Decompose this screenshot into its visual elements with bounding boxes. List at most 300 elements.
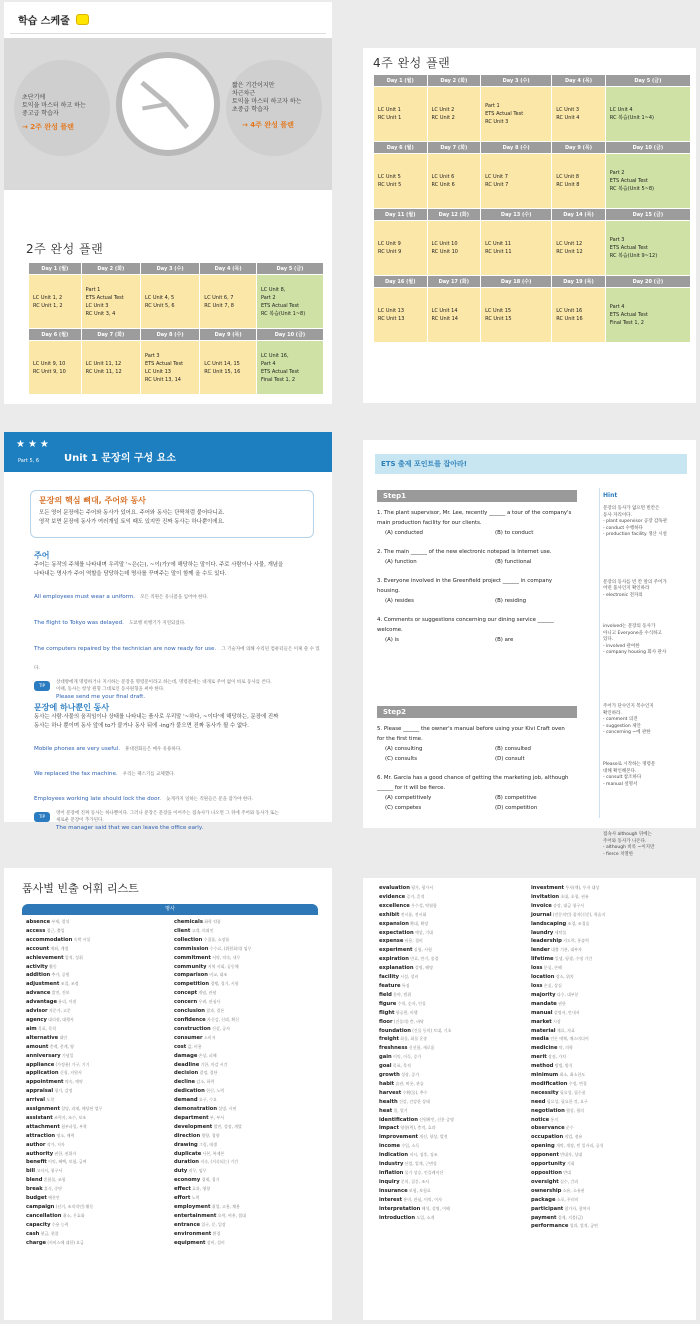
vocab-entry [379, 1062, 529, 1071]
noun-tab [22, 904, 318, 915]
day-header: Day 3 (수) [140, 263, 199, 275]
vocab-entry [26, 963, 166, 972]
vocab-word: habit [379, 1080, 395, 1087]
vocab-entry [26, 1239, 166, 1248]
vocab-meaning: 수치, 숫자, 인물 [396, 1000, 426, 1006]
vocab-word: loss [531, 965, 543, 972]
vocab-entry [174, 1221, 314, 1230]
vocab-meaning: 반대자, 상대 [558, 1152, 583, 1158]
vocab-word: feature [379, 982, 401, 989]
plan-cell-line: RC Unit 9, 10 [33, 368, 66, 375]
vocab-entry [26, 1221, 166, 1230]
vocab-word: direction [174, 1132, 201, 1139]
vocab-entry [531, 946, 681, 955]
vocab-entry [26, 1167, 166, 1176]
question-text: main production facility for our clients. [377, 520, 482, 526]
choice-option: (A) consulting [385, 746, 423, 752]
vocab-meaning: 개막, 개장, 빈 일자리, 공석 [554, 1143, 604, 1149]
vocab-word: duty [174, 1168, 188, 1175]
vocab-entry [174, 1194, 314, 1203]
vocab-entry [174, 918, 314, 927]
vocab-entry [26, 1203, 166, 1212]
day-header: Day 1 (월) [29, 263, 82, 275]
vocab-word: capacity [26, 1221, 51, 1228]
vocab-word: appointment [26, 1079, 64, 1086]
vocab-word: collection [174, 936, 203, 943]
vocab-word: payment [531, 1214, 557, 1221]
vocab-meaning: (선거, 조직적인) 활동 [54, 1204, 94, 1209]
vocab-entry [531, 982, 681, 991]
unit1-page [4, 432, 332, 831]
vocab-meaning: 반대 [561, 1170, 571, 1175]
plan-cell-line: ETS Actual Test [260, 368, 300, 375]
question-text: 5. Please ______ the owner's manual before using your Kivi Craft oven [377, 726, 565, 732]
vocab-word: inquiry [379, 1178, 400, 1185]
example-sentence: The flight to Tokyo was delayed. [34, 620, 124, 626]
vocab-meaning: 직무, 임무 [187, 1168, 207, 1174]
vocab-word: author [26, 1141, 46, 1148]
vocab-entry [26, 1034, 166, 1043]
vocab-meaning: (건물의) 층, 바닥 [392, 1018, 424, 1024]
plan-cell-line: ETS Actual Test [260, 302, 300, 309]
plan-cell-line: RC Unit 15, 16 [204, 368, 241, 375]
vocab-entry [531, 955, 681, 964]
vocab-entry [379, 1044, 529, 1053]
vocab-word: impact [379, 1125, 399, 1132]
hint-line: - involved 관여한 [603, 643, 640, 649]
vocab-entry [26, 1185, 166, 1194]
choice-option: (B) functional [495, 559, 532, 565]
vocab-meaning: 실수, 간과 [558, 1178, 579, 1184]
vocab-word: negotiation [531, 1107, 565, 1114]
plan-cell-line: RC 복습(Unit 9~12) [609, 253, 658, 259]
question [377, 576, 591, 606]
vocab-column-right [531, 884, 681, 1231]
vocab-meaning: 장점, 가치 [546, 1054, 567, 1060]
vocab-entry [379, 1205, 529, 1214]
vocab-entry [26, 1096, 166, 1105]
plan-cell-line: LC Unit 13 [378, 308, 404, 314]
plan-cell-line: LC Unit 15 [485, 308, 512, 314]
plan-cell [605, 87, 690, 142]
vocab-entry [531, 1027, 681, 1036]
vocab-meaning: 물가 상승, 인플레이션 [403, 1170, 444, 1175]
vocab-word: conclusion [174, 1008, 206, 1015]
day-header: Day 6 (월) [29, 329, 82, 341]
vocab-word: market [531, 1018, 552, 1025]
vocab-meaning: 목표, 목적 [391, 1063, 411, 1069]
choice-option: (A) function [385, 559, 417, 565]
vocab-word: consumer [174, 1034, 203, 1041]
example-translation: 늦게까지 일하는 직원들은 문을 잠가야 한다. [166, 797, 253, 802]
plan-cell [374, 221, 428, 276]
vocab-word: figure [379, 1000, 397, 1007]
plan-cell [427, 154, 481, 209]
schedule-header [10, 2, 326, 34]
plan-cell-line: LC Unit 6, 7 [204, 294, 234, 301]
vocab-word: budget [26, 1195, 47, 1202]
day-header: Day 15 (금) [605, 209, 690, 221]
vocab-entry [531, 1133, 681, 1142]
vocab-meaning: 도입, 소개 [415, 1214, 435, 1220]
vocab-meaning: 지도력, 통솔력 [561, 938, 589, 944]
vocab-entry [531, 1142, 681, 1151]
vocab-word: gain [379, 1054, 392, 1061]
plan-cell-line: RC Unit 5, 6 [144, 302, 175, 309]
vocab-word: accommodation [26, 936, 73, 943]
vocab-entry [379, 884, 529, 893]
vocab-meaning: 수확(물), 추수 [401, 1089, 428, 1095]
plan-cell [200, 275, 257, 329]
vocab-word: flight [379, 1009, 395, 1016]
vocab-meaning: 소유, 소유권 [561, 1187, 585, 1193]
plan-cell [374, 154, 428, 209]
vocab-meaning: 이익, 이득, 증가 [391, 1054, 422, 1060]
vocab-word: achievement [26, 954, 64, 961]
vocab-meaning: 대출 기관, 대부자 [549, 947, 582, 953]
hint-list [603, 506, 691, 857]
vocab-word: client [174, 927, 191, 934]
vocab-meaning: 설명, 시연 [217, 1106, 237, 1112]
vocab-word: opportunity [531, 1161, 566, 1168]
vocab-word: identification [379, 1116, 418, 1123]
vocab-word: economy [174, 1177, 201, 1184]
hint-line: involved는 문장의 동사가 [603, 624, 656, 630]
vocab-word: goal [379, 1063, 392, 1070]
hint-line: 있다. [603, 637, 614, 643]
vocab-meaning: 휴식, 중단 [42, 1186, 63, 1192]
hint-line: 문장의 동사를 빈 칸 앞의 주어가 [603, 579, 667, 585]
plan-cell-line: LC Unit 12 [556, 241, 583, 247]
vocab-meaning: 준수 [564, 1125, 574, 1131]
tip-text: 새로운 문장이 추가된다. [56, 818, 104, 823]
vocab-meaning: 환경 [211, 1230, 221, 1236]
vocab-word: manual [531, 1009, 553, 1016]
vocab-meaning: 조경, 조경술 [566, 920, 590, 926]
section-text: 주어는 동작의 주체를 나타내며 우리말 '~은(는), ~이(가)'에 해당하는 말이다. 주로 사람이나 사물, 개념을 [34, 562, 284, 568]
tip-text: 상대방에게 명령하거나 지시하는 문장을 명령문이라고 하는데, 명령문에는 대개로 주어 없이 바로 동사를 쓴다. [56, 680, 272, 685]
vocab-word: benefit [26, 1159, 47, 1166]
vocab-word: community [174, 963, 207, 970]
vocab-entry [531, 1018, 681, 1027]
vocab-meaning: 건강, 건강한 상태 [397, 1098, 430, 1104]
vocab-entry [379, 1187, 529, 1196]
four-week-table [373, 74, 691, 343]
unit-header [4, 432, 332, 472]
tip-example: The manager said that we can leave the office early. [56, 825, 204, 831]
vocab-meaning: 헌신, 노력 [204, 1088, 225, 1094]
vocab-word: deadline [174, 1061, 200, 1068]
vocab-word: concern [174, 999, 198, 1006]
vocab-entry [379, 1107, 529, 1116]
hint-line: - plant supervisor 공장 감독관 [603, 519, 668, 524]
plan-cell-line: RC Unit 16 [556, 316, 583, 322]
vocab-meaning: 약속, 예약 [63, 1079, 83, 1085]
vocab-entry [174, 1230, 314, 1239]
vocab-entry [26, 1105, 166, 1114]
subject-section [34, 550, 324, 702]
vocab-word: indication [379, 1152, 409, 1159]
plan-cell-line: RC Unit 3 [485, 119, 509, 125]
vocab-entry [174, 1043, 314, 1052]
plan-cell-line: LC Unit 14 [431, 308, 458, 314]
vocab-meaning: 초대, 초청, 권유 [559, 893, 589, 899]
day-header: Day 14 (목) [552, 209, 606, 221]
example-translation: 우리는 팩스기를 교체했다. [122, 772, 175, 777]
vocab-meaning: 명소, 매력 [55, 1132, 75, 1138]
vocab-meaning: 오락, 여흥, 접대 [216, 1212, 246, 1218]
vocab-word: loss [531, 982, 543, 989]
vocab-word: media [531, 1036, 549, 1043]
plan-cell-line: LC Unit 1, 2 [33, 294, 63, 301]
plan-cell [605, 154, 690, 209]
vocab-meaning: 직업, 점유 [563, 1134, 583, 1140]
vocab-word: lifetime [531, 956, 554, 963]
vocab-word: minimum [531, 1072, 559, 1079]
vocab-word: demand [174, 1097, 198, 1104]
vocab-meaning: 기한, 마감 시간 [199, 1061, 228, 1067]
vocab-meaning: 첨부파일, 부착 [59, 1123, 87, 1129]
question [377, 615, 591, 645]
choice-option: (B) are [495, 637, 514, 643]
vocab-entry [174, 1034, 314, 1043]
key-box-text: 영작 보면 문장에 동사가 여러개일 토익 때도 있지만 진짜 동사는 하나뿐이에요. [39, 519, 225, 525]
day-header: Day 7 (화) [81, 329, 140, 341]
vocab-entry [174, 1141, 314, 1150]
vocab-word: advantage [26, 999, 58, 1006]
plan-cell-line: LC Unit 2 [431, 107, 455, 113]
vocab-meaning: (전문적인) 잡지(신문), 학술지 [551, 911, 606, 917]
step2-questions [377, 724, 591, 822]
vocab-meaning: 화학 약품 [202, 919, 221, 924]
vocab-word: access [26, 927, 46, 934]
vocab-entry [379, 1053, 529, 1062]
plan-cell-line: RC 복습(Unit 5~8) [609, 186, 654, 192]
vocab-entry [26, 1176, 166, 1185]
vocab-entry [531, 1080, 681, 1089]
day-header: Day 17 (화) [427, 276, 481, 288]
plan-cell [200, 341, 257, 395]
vocab-entry [531, 884, 681, 893]
vocab-entry [379, 946, 529, 955]
vocab-meaning: 통지 [549, 1116, 559, 1122]
two-week-table [28, 262, 324, 395]
vocab-word: assistant [26, 1114, 53, 1121]
section-heading: 문장에 하나뿐인 동사 [34, 703, 110, 712]
plan-cell-line: RC Unit 1, 2 [33, 302, 63, 309]
vocab-word: anniversary [26, 1052, 61, 1059]
star-icon: ★★★ [16, 439, 52, 450]
vocab-entry [379, 955, 529, 964]
vocab-word: leadership [531, 938, 562, 945]
vocab-entry [379, 911, 529, 920]
vocab-word: inflation [379, 1170, 404, 1176]
day-header: Day 10 (금) [256, 329, 323, 341]
choice-row [377, 528, 591, 538]
question-text: ______ for it will be fierce. [377, 785, 446, 791]
plan-cell [481, 154, 552, 209]
key-box-text: 모든 영어 문장에는 주어와 동사가 있어요. 주어와 동사는 단짝처럼 붙어다니죠. [39, 510, 225, 516]
vocab-meaning: 대안 [58, 1034, 68, 1040]
vocab-meaning: 장소, 위치 [554, 974, 574, 980]
right-circle-text: 짧은 기간이지만 차근차근 토익을 마스터 하고자 하는 초중급 학습자 [232, 82, 302, 113]
vocab-meaning: 소포, 꾸러미 [555, 1196, 579, 1202]
question-text: 2. The main ______ of the new electronic notepad is Internet use. [377, 549, 552, 555]
vocab-entry [174, 936, 314, 945]
vocab-word: construction [174, 1025, 211, 1032]
vocab-entry [531, 1071, 681, 1080]
vocab-meaning: 필요성, 필수품 [558, 1089, 586, 1095]
plan-cell-line: RC Unit 9 [378, 249, 402, 255]
vocab-entry [174, 1167, 314, 1176]
hint-block [603, 506, 691, 539]
hint-line: - production facility 생산 시설 [603, 532, 667, 537]
vocab-meaning: 현금, 현찰 [39, 1230, 59, 1236]
vocab-entry [531, 1044, 681, 1053]
hint-line: 주어가 단수인지 복수인지 [603, 704, 654, 710]
vocab-word: attachment [26, 1123, 60, 1130]
hint-line: 대해 확인해본다. [603, 768, 637, 774]
day-header: Day 8 (수) [481, 142, 552, 154]
vocab-word: commitment [174, 954, 211, 961]
vocab-meaning: 흥미, 관심, 이익, 이자 [402, 1196, 442, 1202]
vocab-entry [379, 1009, 529, 1018]
vocab-word: employment [174, 1204, 211, 1210]
hint-line: 주어와 동사가 나온다. [603, 838, 647, 844]
vocab-word: duplicate [174, 1150, 202, 1157]
vocab-meaning: 총액, 총계, 양 [48, 1043, 75, 1049]
example-sentence: The computers repaired by the technician are now ready for use. [34, 646, 217, 652]
vocab-entry [379, 920, 529, 929]
plan-cell-line: RC Unit 5 [378, 182, 402, 188]
vocab-meaning: 권한, 권위자 [53, 1150, 77, 1156]
vocab-word: mandate [531, 1000, 557, 1007]
vocab-entry [531, 1107, 681, 1116]
tip-icon: TIP [34, 681, 50, 691]
vocab-meaning: 활동 [47, 963, 57, 969]
plan-cell [29, 275, 82, 329]
vocab-word: journal [531, 911, 552, 918]
example-sentence: All employees must wear a uniform. [34, 594, 136, 600]
vocab-entry [174, 1203, 314, 1212]
vocab-title: 품사별 빈출 어휘 리스트 [22, 882, 139, 895]
vocab-meaning: 노력 [190, 1195, 200, 1201]
vocab-word: development [174, 1123, 213, 1130]
hint-line: - suggestion 제안 [603, 723, 641, 729]
vocab-entry [379, 1071, 529, 1080]
vocab-word: attraction [26, 1132, 56, 1139]
vocab-meaning: 접근, 출입 [45, 927, 65, 933]
vocab-entry [531, 1053, 681, 1062]
vocab-entry [379, 1124, 529, 1133]
vocab-word: blend [26, 1177, 43, 1184]
vocab-entry [26, 971, 166, 980]
vocab-page-1 [4, 868, 332, 1320]
plan-cell [427, 288, 481, 343]
vocab-meaning: 약, 의학 [557, 1045, 573, 1051]
vocab-entry [174, 1096, 314, 1105]
vocab-word: demonstration [174, 1106, 218, 1113]
vocab-meaning: 신원확인, 신분 증명 [417, 1116, 454, 1122]
vocab-word: confidence [174, 1016, 206, 1023]
section-text: 동사는 사람·사물의 움직임이나 상태를 나타내는 품사로 우리말 '~하다, ~이다'에 해당하는, 문장에 진짜 [34, 714, 279, 720]
plan-cell-line: RC Unit 2 [431, 115, 455, 121]
vocab-entry [531, 1035, 681, 1044]
vocab-meaning: 유리, 이점 [57, 999, 77, 1005]
vocab-entry [379, 1027, 529, 1036]
plan-cell-line: RC Unit 4 [556, 115, 580, 121]
plan-cell-line: ETS Actual Test [609, 245, 648, 251]
vocab-meaning: 고객, 의뢰인 [190, 927, 214, 933]
vocab-meaning: 분실, 손해 [542, 965, 562, 971]
vocab-meaning: 시설, 설비 [399, 974, 419, 980]
vocab-word: merit [531, 1054, 547, 1061]
vocab-entry [26, 1212, 166, 1221]
vocab-meaning: 혼합물, 조합 [42, 1177, 66, 1183]
vocab-word: floor [379, 1018, 393, 1025]
plan-cell-line: LC Unit 14, 15 [204, 360, 240, 367]
vocab-entry [174, 1150, 314, 1159]
vocab-meaning: 도착 [45, 1097, 55, 1103]
vocab-entry [379, 1089, 529, 1098]
vocab-word: drawing [174, 1141, 198, 1148]
vocab-word: arrival [26, 1097, 46, 1104]
plan-cell-line: LC Unit 11, 12 [85, 360, 122, 367]
hint-block [603, 762, 691, 788]
question [377, 773, 591, 813]
vocab-word: appraisal [26, 1088, 54, 1095]
vocab-entry [174, 1185, 314, 1194]
vocab-word: advisor [26, 1008, 48, 1015]
choice-option: (A) resides [385, 598, 414, 604]
vocab-word: necessity [531, 1089, 559, 1096]
vocab-word: absence [26, 919, 51, 925]
day-header: Day 18 (수) [481, 276, 552, 288]
vocab-meaning: 결정, 결단 [198, 1070, 218, 1076]
vocab-meaning: 부재, 결석 [50, 919, 70, 924]
vocab-word: decision [174, 1070, 199, 1077]
vocab-word: invitation [531, 893, 560, 900]
vocab-entry [26, 1141, 166, 1150]
example-sentence: We replaced the fax machine. [34, 771, 118, 777]
tip-box [34, 810, 324, 833]
vocab-entry [531, 1009, 681, 1018]
choice-row [377, 803, 591, 813]
vocab-word: environment [174, 1230, 212, 1237]
vocab-meaning: 화물, 화물 운송 [399, 1036, 428, 1042]
vocab-entry [174, 963, 314, 972]
plan-cell-line: RC Unit 11 [485, 249, 512, 255]
vocab-word: authority [26, 1150, 54, 1157]
vocab-entry [26, 1061, 166, 1070]
plan-cell-line: RC Unit 8 [556, 182, 580, 188]
plan-cell-line: Part 3 [609, 237, 625, 243]
vocab-entry [26, 945, 166, 954]
vocab-word: effort [174, 1195, 191, 1202]
vocab-entry [174, 1105, 314, 1114]
vocab-word: improvement [379, 1134, 419, 1141]
vocab-entry [379, 1151, 529, 1160]
vocab-meaning: 특징 [400, 982, 410, 988]
plan-cell-line: LC Unit 3 [85, 302, 109, 309]
question-text: welcome. [377, 627, 403, 633]
vocab-meaning: 열, 열기 [392, 1107, 408, 1113]
plan-cell-line: ETS Actual Test [85, 294, 124, 301]
key-box-title: 문장의 핵심 뼈대, 주어와 동사 [39, 496, 146, 505]
day-header: Day 9 (목) [552, 142, 606, 154]
vocab-entry [531, 1214, 681, 1223]
vocab-word: addition [26, 972, 51, 979]
